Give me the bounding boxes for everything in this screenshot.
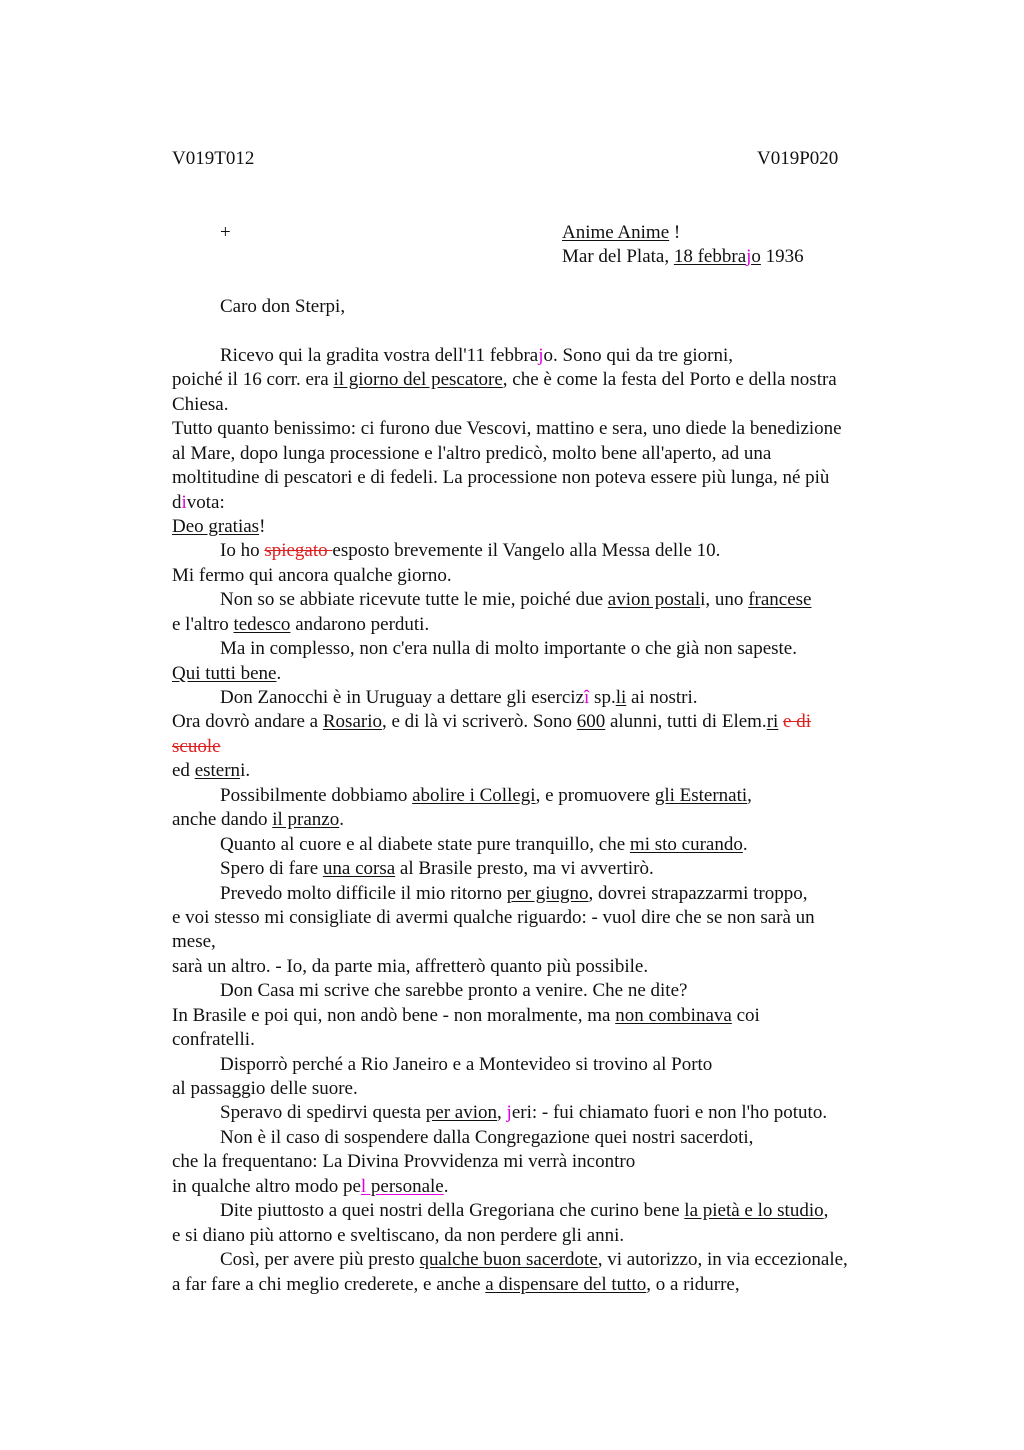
text-line: Così, per avere più presto qualche buon sacerdote, vi autorizzo, in via eccezionale, [220,1249,848,1271]
text-line: poiché il 16 corr. era il giorno del pescatore, che è come la festa del Porto e della nostra [172,369,837,391]
cross-mark: + [220,222,231,243]
header-invocation: Anime Anime ! [562,222,681,243]
text-line: anche dando il pranzo. [172,809,344,831]
text-line: e si diano più attorno e sveltiscano, da non perdere gli anni. [172,1224,625,1246]
text-line: al passaggio delle suore. [172,1078,358,1099]
text-line: Prevedo molto difficile il mio ritorno per giugno, dovrei strapazzarmi troppo, [220,882,808,904]
text-line: Disporrò perché a Rio Janeiro e a Montevideo si trovino al Porto [220,1053,713,1075]
text-line: Io ho spiegato esposto brevemente il Vangelo alla Messa delle 10. [220,540,721,562]
text-line: Non è il caso di sospendere dalla Congregazione quei nostri sacerdoti, [220,1126,754,1148]
text-line: Mi fermo qui ancora qualche giorno. [172,564,452,586]
archive-ref-left: V019T012 [172,148,255,169]
text-line: Ricevo qui la gradita vostra dell'11 febbrajo. Sono qui da tre giorni, [220,344,733,366]
letter-body [172,295,912,1297]
text-line [172,735,912,759]
text-line: moltitudine di pescatori e di fedeli. La processione non poteva essere più lunga, né più [172,467,830,489]
text-line: Possibilmente dobbiamo abolire i Collegi, e promuovere gli Esternati, [220,784,752,806]
deleted-text: spiegato [264,540,333,562]
text-line: ed esterni. [172,760,251,782]
date-underlined: 18 febbrajo [673,246,761,267]
archive-ref-right: V019P020 [757,148,839,169]
text-line: Tutto quanto benissimo: ci furono due Vescovi, mattino e sera, uno diede la benedizione [172,418,842,440]
text-line: a far fare a chi meglio crederete, e anche a dispensare del tutto, o a ridurre, [172,1273,740,1295]
text-line: Don Zanocchi è in Uruguay a dettare gli esercizî sp.li ai nostri. [220,687,698,708]
text-line: confratelli. [172,1029,255,1051]
text-line: Chiesa. [172,393,229,415]
deleted-text: scuole [172,735,221,757]
text-line: Speravo di spedirvi questa per avion, jeri: - fui chiamato fuori e non l'ho potuto. [220,1102,828,1124]
text-line: Dite piuttosto a quei nostri della Gregoriana che curino bene la pietà e lo studio, [220,1200,829,1222]
header-place-date: Mar del Plata, 18 febbrajo 1936 [562,246,804,267]
deleted-text: e di [783,711,812,733]
text-line: Ora dovrò andare a Rosario, e di là vi scriverò. Sono 600 alunni, tutti di Elem.ri e di [172,711,812,733]
text-line: Quanto al cuore e al diabete state pure tranquillo, che mi sto curando. [220,833,748,855]
text-line: sarà un altro. - Io, da parte mia, affretterò quanto più possibile. [172,955,649,977]
salutation: Caro don Sterpi, [220,296,346,317]
text-line: Ma in complesso, non c'era nulla di molto importante o che già non sapeste. [220,638,797,660]
text-line: al Mare, dopo lunga processione e l'altro predicò, molto bene all'aperto, ad una [172,442,772,464]
text-line: e voi stesso mi consigliate di avermi qualche riguardo: - vuol dire che se non sarà un [172,906,815,928]
text-line: Non so se abbiate ricevute tutte le mie, poiché due avion postali, uno francese [220,589,812,611]
text-line: in qualche altro modo pel personale. [172,1175,449,1197]
text-line: divota: [172,491,225,513]
text-line: In Brasile e poi qui, non andò bene - non moralmente, ma non combinava coi [172,1004,760,1026]
text-line: che la frequentano: La Divina Provvidenza mi verrà incontro [172,1151,636,1173]
anime-underlined: Anime Anime [562,222,670,243]
text-line: e l'altro tedesco andarono perduti. [172,613,430,635]
text-line: Qui tutti bene. [172,662,282,684]
text-line: mese, [172,931,216,953]
text-line: Spero di fare una corsa al Brasile presto, ma vi avvertirò. [220,858,654,880]
text-line: Deo gratias! [172,515,266,537]
text-line: Don Casa mi scrive che sarebbe pronto a venire. Che ne dite? [220,980,688,1002]
